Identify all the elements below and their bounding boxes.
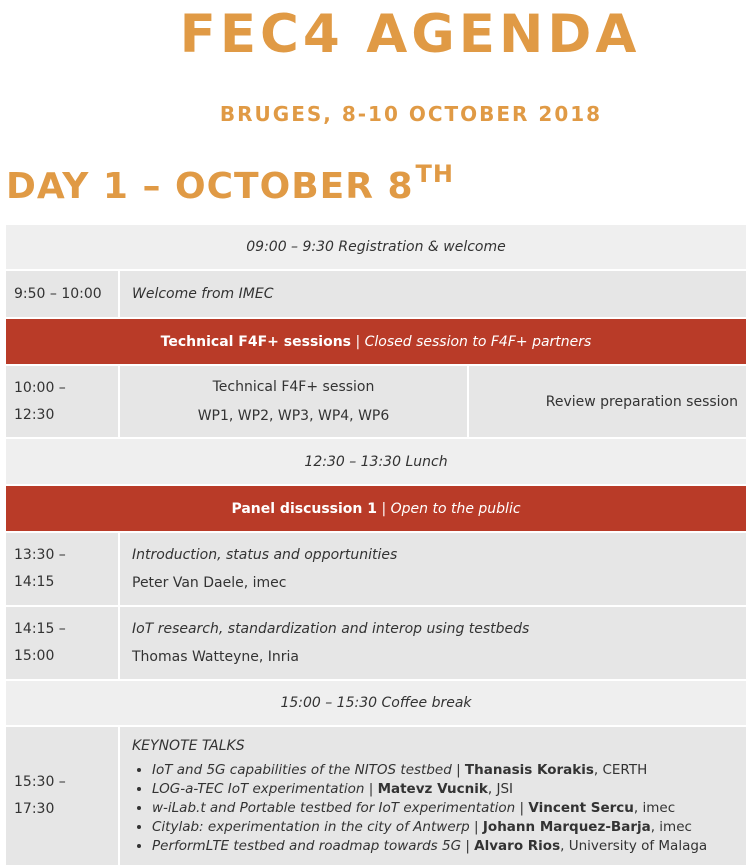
keynote-row <box>6 727 746 867</box>
list-item: • w-iLab.t and Portable testbed for IoT experimentation | Vincent Sercu, imec <box>152 799 734 818</box>
iot-row <box>6 607 746 681</box>
keynote-time: 15:30 – 17:30 <box>6 727 118 865</box>
keynote-title: KEYNOTE TALKS <box>132 738 245 754</box>
intro-speaker-line <box>132 569 734 597</box>
list-item: • PerformLTE testbed and roadmap towards 5G | Alvaro Rios, University of Malaga <box>152 837 734 856</box>
event-location-dates: BRUGES, 8-10 OCTOBER 2018 <box>219 102 603 126</box>
day-ordinal-suffix: TH <box>415 160 455 188</box>
panel-header-separator: | <box>381 500 387 517</box>
list-item: • IoT and 5G capabilities of the NITOS testbed | Thanasis Korakis, CERTH <box>152 761 734 780</box>
list-item: • LOG-a-TEC IoT experimentation | Matevz Vucnik, JSI <box>152 780 734 799</box>
intro-title: Introduction, status and opportunities <box>132 547 398 563</box>
lunch-text: 12:30 – 13:30 Lunch <box>6 439 746 484</box>
technical-session-title: Technical F4F+ session <box>212 378 375 395</box>
iot-speaker: Thomas Watteyne <box>132 649 259 665</box>
page-title: FEC4 AGENDA <box>179 4 641 65</box>
registration-text: 09:00 – 9:30 Registration & welcome <box>6 225 746 269</box>
keynote-talk-list <box>132 761 734 856</box>
technical-header-separator: | <box>355 333 361 350</box>
day-heading <box>6 160 455 207</box>
list-item: • Citylab: experimentation in the city of Antwerp | Johann Marquez-Barja, imec <box>152 818 734 837</box>
review-preparation-cell: Review preparation session <box>469 366 746 437</box>
iot-speaker-line <box>132 643 734 671</box>
coffee-text: 15:00 – 15:30 Coffee break <box>6 681 746 725</box>
agenda-table <box>6 225 746 867</box>
panel-discussion-header <box>6 486 746 533</box>
intro-time: 13:30 – 14:15 <box>6 533 118 605</box>
iot-time: 14:15 – 15:00 <box>6 607 118 679</box>
iot-title: IoT research, standardization and interop using testbeds <box>132 621 530 637</box>
welcome-row <box>6 271 746 319</box>
lunch-row <box>6 439 746 486</box>
technical-session-wps: WP1, WP2, WP3, WP4, WP6 <box>197 407 390 424</box>
technical-session-row <box>6 366 746 439</box>
day-label: DAY 1 – OCTOBER 8 <box>6 166 414 207</box>
panel-header-note: Open to the public <box>390 500 521 517</box>
technical-header-note: Closed session to F4F+ partners <box>364 333 592 350</box>
technical-session-cell <box>120 366 467 437</box>
technical-header-title: Technical F4F+ sessions <box>160 333 351 350</box>
registration-row <box>6 225 746 271</box>
welcome-time: 9:50 – 10:00 <box>6 271 118 317</box>
technical-sessions-header <box>6 319 746 366</box>
welcome-text: Welcome from IMEC <box>120 271 746 317</box>
intro-affiliation: , imec <box>243 575 287 591</box>
panel-header-title: Panel discussion 1 <box>231 500 378 517</box>
coffee-row <box>6 681 746 727</box>
iot-affiliation: , Inria <box>258 649 299 665</box>
intro-speaker: Peter Van Daele <box>132 575 244 591</box>
technical-time: 10:00 – 12:30 <box>6 366 118 437</box>
intro-row <box>6 533 746 607</box>
